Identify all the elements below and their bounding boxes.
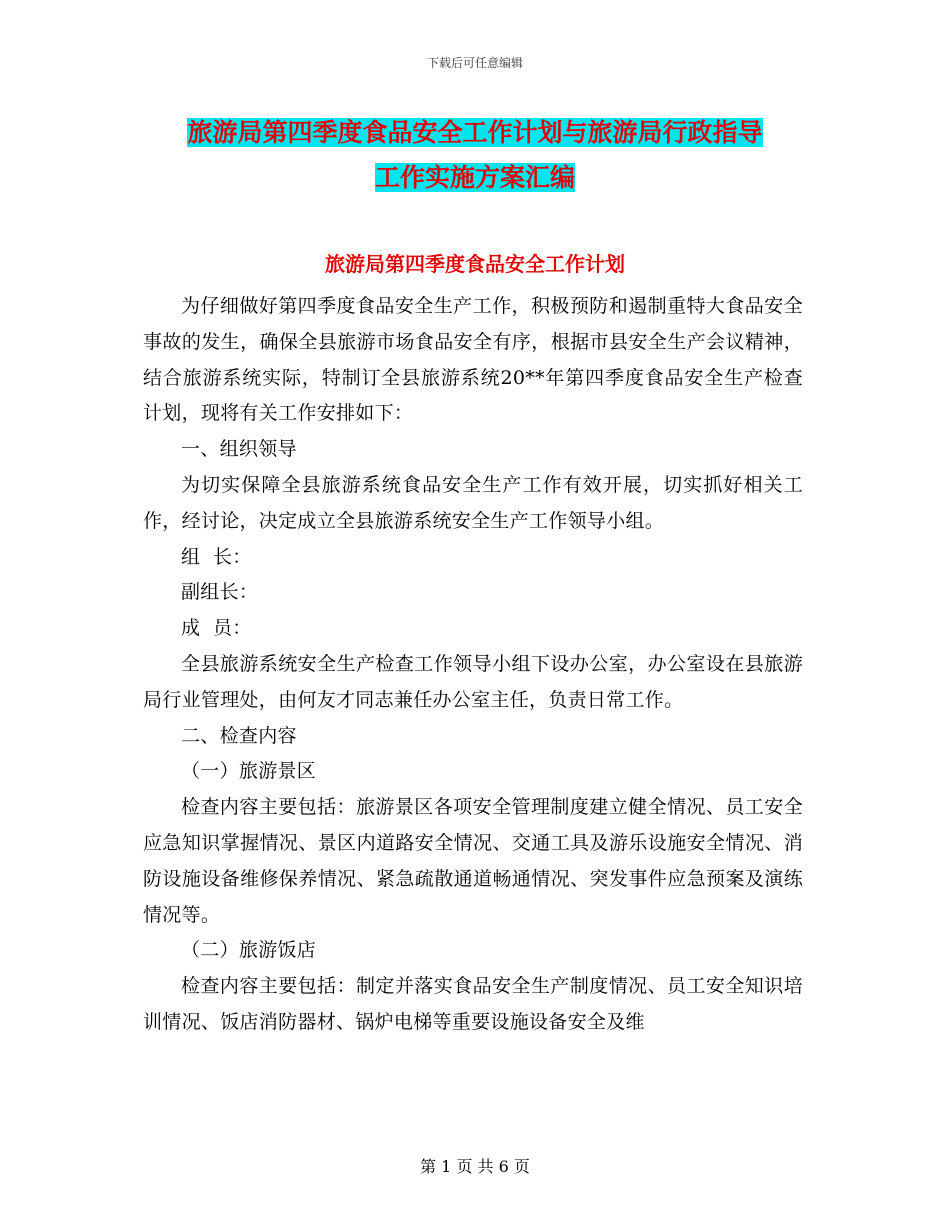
heading-inspection-content: 二、检查内容: [181, 724, 297, 747]
paragraph-scenic-areas: 检查内容主要包括：旅游景区各项安全管理制度建立健全情况、员工安全应急知识掌握情况、景区内道路安全情况、交通工具及游乐设施安全情况、消防设施设备维修保养情况、紧急疏散通道畅通情况、突发事件应急预案及演练情况等。: [143, 796, 803, 926]
body-text: [143, 289, 803, 1041]
field-group-leader: 组 长：: [181, 545, 252, 568]
document-title-line-2: 工作实施方案汇编: [374, 163, 575, 192]
document-title: [150, 110, 800, 200]
subheading-scenic-areas: （一）旅游景区: [181, 760, 317, 783]
page-header-note: 下载后可任意编辑: [426, 56, 523, 70]
field-deputy-leader: 副组长：: [181, 581, 259, 604]
heading-organization: 一、组织领导: [181, 438, 297, 461]
paragraph-office: 全县旅游系统安全生产检查工作领导小组下设办公室，办公室设在县旅游局行业管理处，由何友才同志兼任办公室主任，负责日常工作。: [143, 652, 803, 711]
field-members: 成 员：: [181, 617, 252, 640]
paragraph-hotels: 检查内容主要包括：制定并落实食品安全生产制度情况、员工安全知识培训情况、饭店消防器材、锅炉电梯等重要设施设备安全及维: [143, 975, 803, 1033]
subheading-hotels: （二）旅游饭店: [181, 939, 317, 962]
paragraph-intro: 为仔细做好第四季度食品安全生产工作，积极预防和遏制重特大食品安全事故的发生，确保全县旅游市场食品安全有序，根据市县安全生产会议精神，结合旅游系统实际，特制订全县旅游系统20**年第四季度食品安全生产检查计划，现将有关工作安排如下：: [143, 295, 803, 425]
section-title: 旅游局第四季度食品安全工作计划: [325, 252, 625, 276]
page-footer: 第 1 页 共 6 页: [420, 1157, 530, 1176]
paragraph-organization: 为切实保障全县旅游系统食品安全生产工作有效开展，切实抓好相关工作，经讨论，决定成立全县旅游系统安全生产工作领导小组。: [143, 473, 803, 532]
document-title-line-1: 旅游局第四季度食品安全工作计划与旅游局行政指导: [187, 118, 763, 147]
